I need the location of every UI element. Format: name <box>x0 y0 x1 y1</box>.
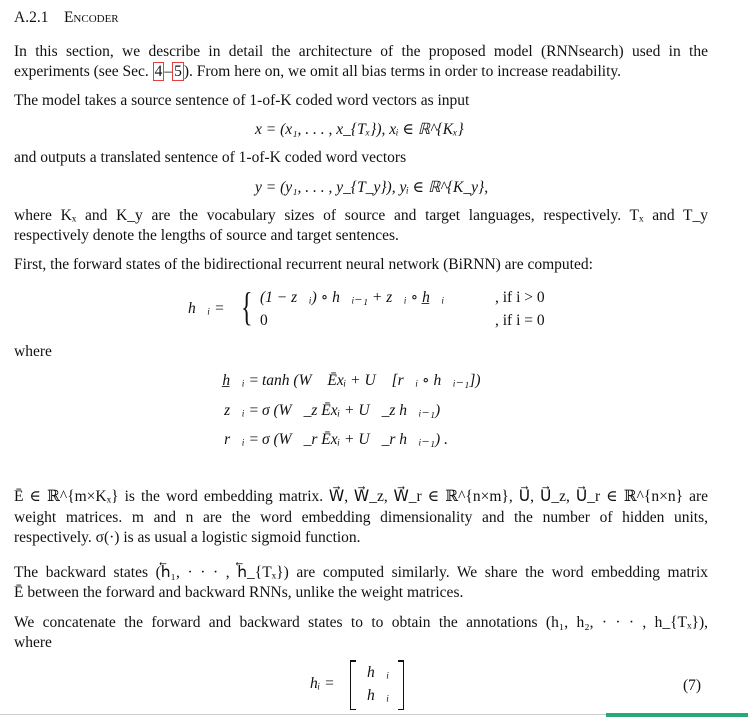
case-2: 0 <box>260 312 268 329</box>
paragraph-concat-line1: We concatenate the forward and backward states to to obtain the annotations (h₁, h₂, · · · , h_{Tₓ}), <box>14 614 708 631</box>
paragraph-vocab-line2: respectively denote the lengths of source and target sentences. <box>14 227 399 244</box>
dash: – <box>164 63 173 80</box>
paragraph-concat-line2: where <box>14 634 52 651</box>
condition-1: , if i > 0 <box>495 289 545 306</box>
paragraph-output: and outputs a translated sentence of 1-of-K coded word vectors <box>14 149 407 166</box>
paragraph-matrices-line3: respectively. σ(·) is as usual a logistic sigmoid function. <box>14 529 361 546</box>
condition-2: , if i = 0 <box>495 312 545 329</box>
section-title: Encoder <box>63 9 119 26</box>
paragraph-matrices-line1: Ē ∈ ℝ^{m×Kₓ} is the word embedding matrix. W⃗, W⃗_z, W⃗_r ∈ ℝ^{n×m}, U⃗, U⃗_z, U⃗_r ∈ ℝ^{n×n} are <box>14 488 708 505</box>
column-vector-bracket <box>350 660 404 710</box>
gru-rhs: σ (W⃗_r Ēxᵢ + U⃗_r h⃗ᵢ₋₁) . <box>262 431 448 448</box>
gru-lhs: r⃗ᵢ = <box>224 431 259 448</box>
backward-state: h⃖ᵢ <box>367 687 390 704</box>
paragraph-input: The model takes a source sentence of 1-of-K coded word vectors as input <box>14 92 470 109</box>
paragraph-backward-line2: Ē between the forward and backward RNNs, unlike the weight matrices. <box>14 584 464 601</box>
forward-state: h⃗ᵢ <box>367 664 390 681</box>
paragraph-backward-line1: The backward states (h⃖₁, · · · , h⃖_{Tₓ}) are computed similarly. We share the word embedding matrix <box>14 564 708 581</box>
text: ). From here on, we omit all bias terms in order to increase readability. <box>183 63 622 80</box>
equation-source: x = (x₁, . . . , x_{Tₓ}), xᵢ ∈ ℝ^{Kₓ} <box>255 121 464 138</box>
section-ref-link[interactable]: 5 <box>174 63 182 80</box>
annotation-lhs: hᵢ = <box>310 675 335 692</box>
equation-target: y = (y₁, . . . , y_{T_y}), yᵢ ∈ ℝ^{K_y}, <box>255 179 489 196</box>
paragraph-matrices-line2: weight matrices. m and n are the word embedding dimensionality and the number of hidden units, <box>14 509 708 526</box>
gru-lhs: z⃗ᵢ = <box>224 402 259 419</box>
section-number: A.2.1 <box>14 9 49 26</box>
equation-number: (7) <box>683 677 702 694</box>
paragraph-intro-line1: In this section, we describe in detail the architecture of the proposed model (RNNsearch) used in the <box>14 43 708 60</box>
paragraph-forward: First, the forward states of the bidirectional recurrent neural network (BiRNN) are computed: <box>14 256 593 273</box>
where-label: where <box>14 343 52 360</box>
text: experiments (see Sec. <box>14 63 153 80</box>
paragraph-intro-line2 <box>14 62 621 82</box>
gru-rhs: tanh (W⃗ Ēxᵢ + U⃗ [r⃗ᵢ ∘ h⃗ᵢ₋₁]) <box>262 372 481 389</box>
section-heading <box>14 8 119 28</box>
gru-lhs: h̲⃗ᵢ = <box>222 372 259 389</box>
paragraph-vocab-line1: where Kₓ and K_y are the vocabulary sizes of source and target languages, respectively. Tₓ and T_y <box>14 207 708 224</box>
left-brace: { <box>241 284 253 329</box>
section-ref-link[interactable]: 4 <box>154 63 163 80</box>
case-1: (1 − z⃗ᵢ) ∘ h⃗ᵢ₋₁ + z⃗ᵢ ∘ h̲⃗ᵢ <box>260 289 445 306</box>
lhs: h⃗ᵢ = <box>188 300 225 317</box>
progress-indicator <box>606 713 748 717</box>
gru-rhs: σ (W⃗_z Ēxᵢ + U⃗_z h⃗ᵢ₋₁) <box>262 402 441 419</box>
